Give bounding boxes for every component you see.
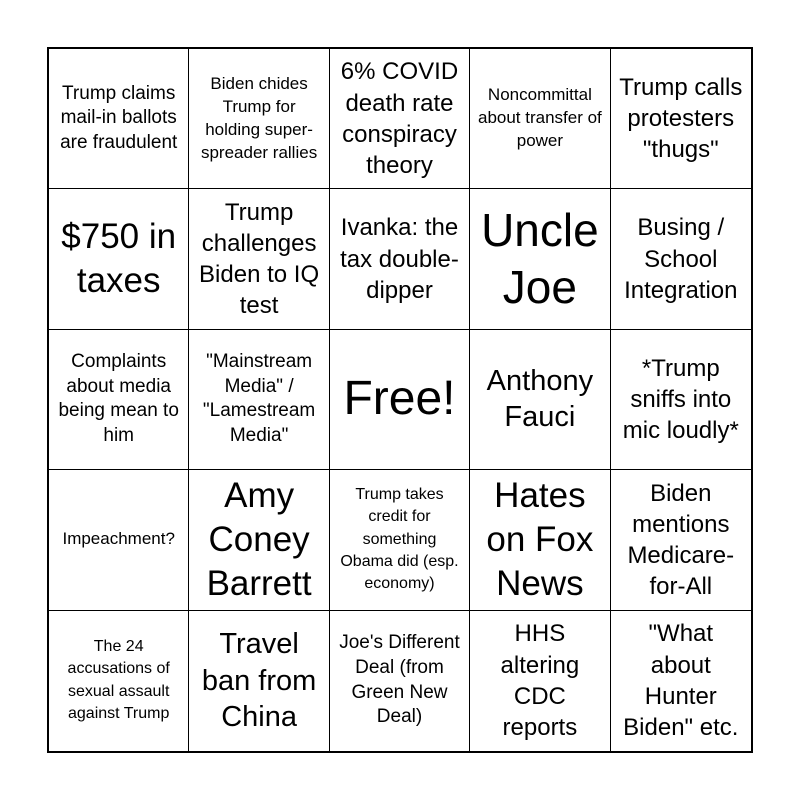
bingo-cell[interactable]: 6% COVID death rate conspiracy theory bbox=[330, 49, 470, 189]
bingo-cell[interactable]: $750 in taxes bbox=[49, 189, 189, 329]
bingo-cell[interactable]: Impeachment? bbox=[49, 470, 189, 610]
free-space[interactable]: Free! bbox=[330, 330, 470, 470]
bingo-cell[interactable]: Travel ban from China bbox=[189, 611, 329, 751]
bingo-cell[interactable]: Amy Coney Barrett bbox=[189, 470, 329, 610]
bingo-cell[interactable]: Hates on Fox News bbox=[470, 470, 610, 610]
bingo-cell[interactable]: "What about Hunter Biden" etc. bbox=[623, 620, 739, 741]
bingo-cell[interactable]: Joe's Different Deal (from Green New Deal) bbox=[330, 611, 470, 751]
bingo-cell[interactable]: HHS altering CDC reports bbox=[470, 611, 610, 751]
bingo-cell[interactable]: Trump challenges Biden to IQ test bbox=[189, 189, 329, 329]
bingo-cell[interactable]: Anthony Fauci bbox=[470, 330, 610, 470]
bingo-cell[interactable]: Trump calls protesters "thugs" bbox=[611, 49, 751, 189]
bingo-cell[interactable]: "Mainstream Media" / "Lamestream Media" bbox=[189, 330, 329, 470]
bingo-cell[interactable]: Busing / School Integration bbox=[611, 189, 751, 329]
bingo-cell[interactable]: Biden chides Trump for holding super-spreader rallies bbox=[189, 49, 329, 189]
bingo-cell[interactable]: The 24 accusations of sexual assault against Trump bbox=[49, 611, 189, 751]
bingo-board bbox=[47, 47, 753, 753]
bingo-cell[interactable]: Complaints about media being mean to him bbox=[49, 330, 189, 470]
bingo-cell[interactable]: Uncle Joe bbox=[470, 189, 610, 329]
bingo-cell[interactable]: *Trump sniffs into mic loudly* bbox=[611, 330, 751, 470]
bingo-cell[interactable]: Noncommittal about transfer of power bbox=[470, 49, 610, 189]
bingo-cell[interactable]: Trump claims mail-in ballots are fraudulent bbox=[49, 49, 189, 189]
bingo-cell[interactable]: Trump takes credit for something Obama did (esp. economy) bbox=[330, 470, 470, 610]
bingo-cell[interactable]: Biden mentions Medicare-for-All bbox=[611, 470, 751, 610]
bingo-cell[interactable]: Ivanka: the tax double-dipper bbox=[330, 189, 470, 329]
